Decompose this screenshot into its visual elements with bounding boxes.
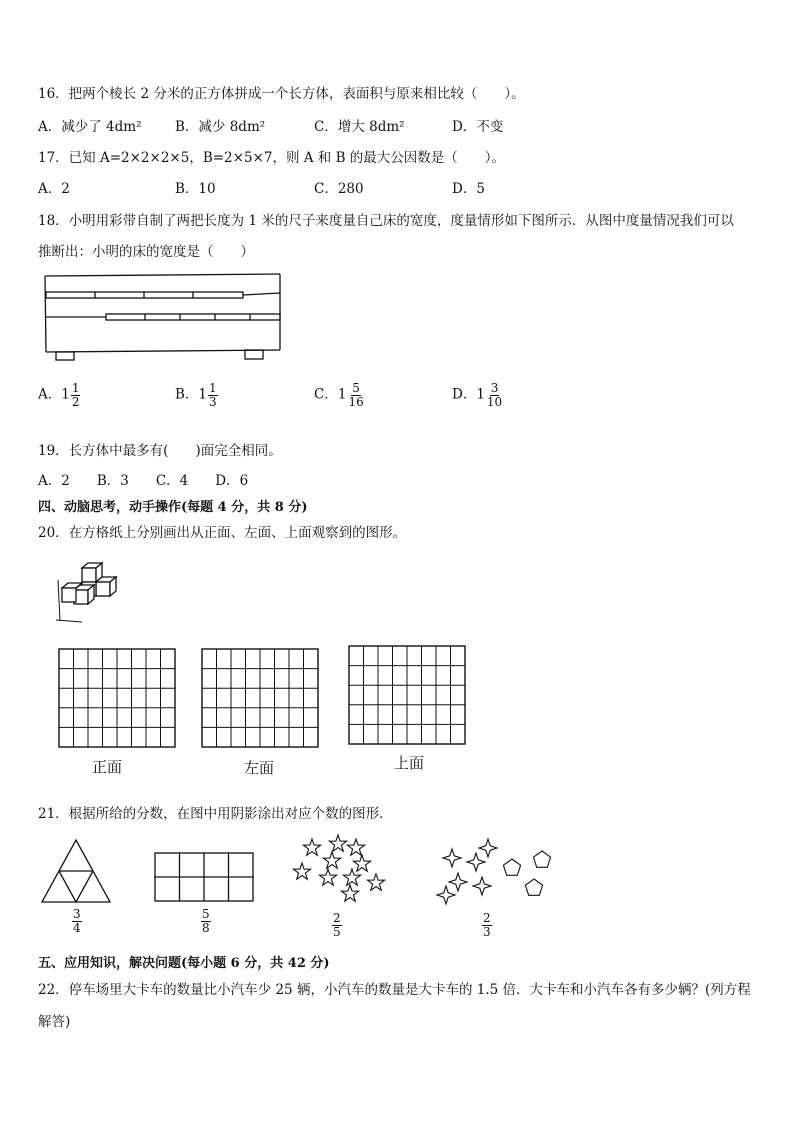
grid-top	[348, 645, 466, 745]
q17-option-c: C．280	[314, 181, 364, 197]
q16-option-a: A．减少了 4dm²	[38, 119, 142, 135]
q17-option-d: D．5	[452, 181, 485, 197]
question-22-text-line1: 22．停车场里大卡车的数量比小汽车少 25 辆，小汽车的数量是大卡车的 1.5 倍．大卡车和小汽车各有多少辆？(列方程	[38, 982, 751, 998]
cube-stack-figure	[52, 560, 132, 625]
q17-option-a: A．2	[38, 181, 70, 197]
q18-option-a: A．1 $\frac{1}{2}$	[38, 381, 80, 409]
fraction-two-thirds: $\frac{2}{3}$	[483, 911, 491, 939]
question-21-text: 21．根据所给的分数，在图中用阴影涂出对应个数的图形．	[38, 806, 393, 822]
question-22-text-line2: 解答)	[38, 1014, 71, 1030]
grid-left	[201, 648, 319, 748]
q17-option-b: B．10	[175, 181, 216, 197]
q18-option-b: B．1 $\frac{1}{3}$	[175, 381, 217, 409]
q19-options: A．2 B．3 C．4 D．6	[38, 473, 249, 489]
question-20-text: 20．在方格纸上分别画出从正面、左面、上面观察到的图形。	[38, 525, 407, 541]
fraction-three-fourths: $\frac{3}{4}$	[73, 907, 81, 935]
label-left-view: 左面	[244, 759, 275, 777]
fraction-two-fifths: $\frac{2}{5}$	[333, 911, 341, 939]
q16-option-c: C．增大 8dm²	[314, 119, 405, 135]
q18-option-c: C．1 $\frac{5}{16}$	[314, 381, 364, 409]
question-18-text-line2: 推断出：小明的床的宽度是（ ）	[38, 244, 254, 260]
stars-pentagons-figure	[432, 838, 557, 910]
stars-figure	[290, 834, 390, 909]
question-17-text: 17．已知 A=2×2×2×5，B=2×5×7，则 A 和 B 的最大公因数是（ ）。	[38, 150, 506, 166]
q18-option-d: D．1 $\frac{3}{10}$	[452, 381, 503, 409]
q16-option-d: D．不变	[452, 119, 504, 135]
question-19-text: 19．长方体中最多有( )面完全相同。	[38, 443, 282, 459]
bed-ruler-figure	[40, 270, 285, 365]
triangle-figure	[40, 838, 112, 904]
section-4-heading: 四、动脑思考，动手操作(每题 4 分，共 8 分)	[38, 500, 308, 515]
section-5-heading: 五、应用知识，解决问题(每小题 6 分，共 42 分)	[38, 956, 330, 971]
label-front-view: 正面	[92, 758, 123, 776]
label-top-view: 上面	[394, 754, 425, 772]
rectangle-figure	[154, 852, 254, 902]
question-16-text: 16．把两个棱长 2 分米的正方体拼成一个长方体，表面积与原来相比较（ ）。	[38, 86, 525, 102]
fraction-five-eighths: $\frac{5}{8}$	[202, 907, 210, 935]
question-18-text-line1: 18．小明用彩带自制了两把长度为 1 米的尺子来度量自己床的宽度，度量情形如下图所示．从图中度量情况我们可以	[38, 213, 734, 229]
q16-option-b: B．减少 8dm²	[175, 119, 266, 135]
grid-front	[58, 648, 176, 748]
